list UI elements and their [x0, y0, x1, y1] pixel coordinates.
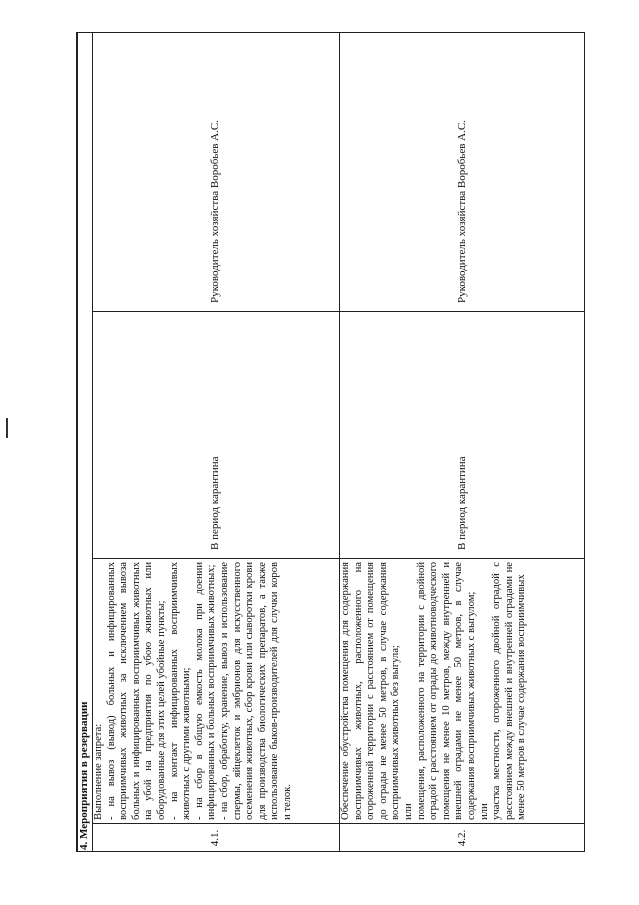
row-number: 4.2. — [340, 824, 586, 853]
description-line: Обеспечение обустройства помещения для содержания восприимчивых животных, расположенного на огороженной территории с расстоянием от помещения до ограды не менее 50 метров, в случае содержания восприимчивых животных без выгула; — [340, 562, 402, 820]
description-line: - на вывоз (вывод) больных и инфицированных восприимчивых животных за исключением вывоза больных и инфицированных восприимчивых животных на убой на предприятия по убою животных или оборудованные для этих целей убойные пункты; — [105, 562, 167, 820]
description-line: Выполнение запрета: — [93, 723, 104, 820]
description-line: - на сбор, обработку, хранение, вывоз и использование спермы, яйцеклеток и эмбрионов для искусственного осеменения животных, сбор крови или сыворотки крови для производства биологических препаратов, а также использование быков-производителей для случки коров и телок. — [218, 562, 293, 820]
description-line: - на контакт инфицированных восприимчивых животных с другими животными; — [168, 562, 193, 820]
table-row — [340, 33, 586, 853]
term-cell: В период карантина — [340, 312, 586, 559]
description-line: или — [402, 803, 414, 820]
measures-table — [77, 32, 585, 852]
row-number: 4.1. — [93, 824, 340, 853]
scan-edge-mark — [6, 418, 8, 438]
section-header-row — [78, 33, 93, 853]
responsible-cell: Руководитель хозяйства Воробьев А.С. — [340, 33, 586, 312]
description-line: участка местности, огороженного двойной оградой с расстоянием между внешней и внутренней оградами не менее 50 метров в случае содержания восприимчивых — [491, 562, 528, 820]
measure-description — [340, 559, 586, 824]
rotated-page — [76, 32, 585, 852]
table-row — [93, 33, 340, 853]
section-title: 4. Мероприятия в резервации — [78, 33, 93, 853]
term-cell: В период карантина — [93, 312, 340, 559]
responsible-cell: Руководитель хозяйства Воробьев А.С. — [93, 33, 340, 312]
measure-description — [93, 559, 340, 824]
description-line: - на сбор в общую емкость молока при доении инфицированных и больных восприимчивых животных; — [193, 562, 218, 820]
description-line: или — [478, 803, 490, 820]
description-line: помещения, расположенного на территории с двойной оградой с расстоянием от ограды до животноводческого помещения не менее 10 метров, между внутренней и внешней оградами не менее 50 метров, в случае содержания восприимчивых животных с выгулом; — [415, 562, 477, 820]
landscape-table-wrapper — [77, 33, 585, 852]
